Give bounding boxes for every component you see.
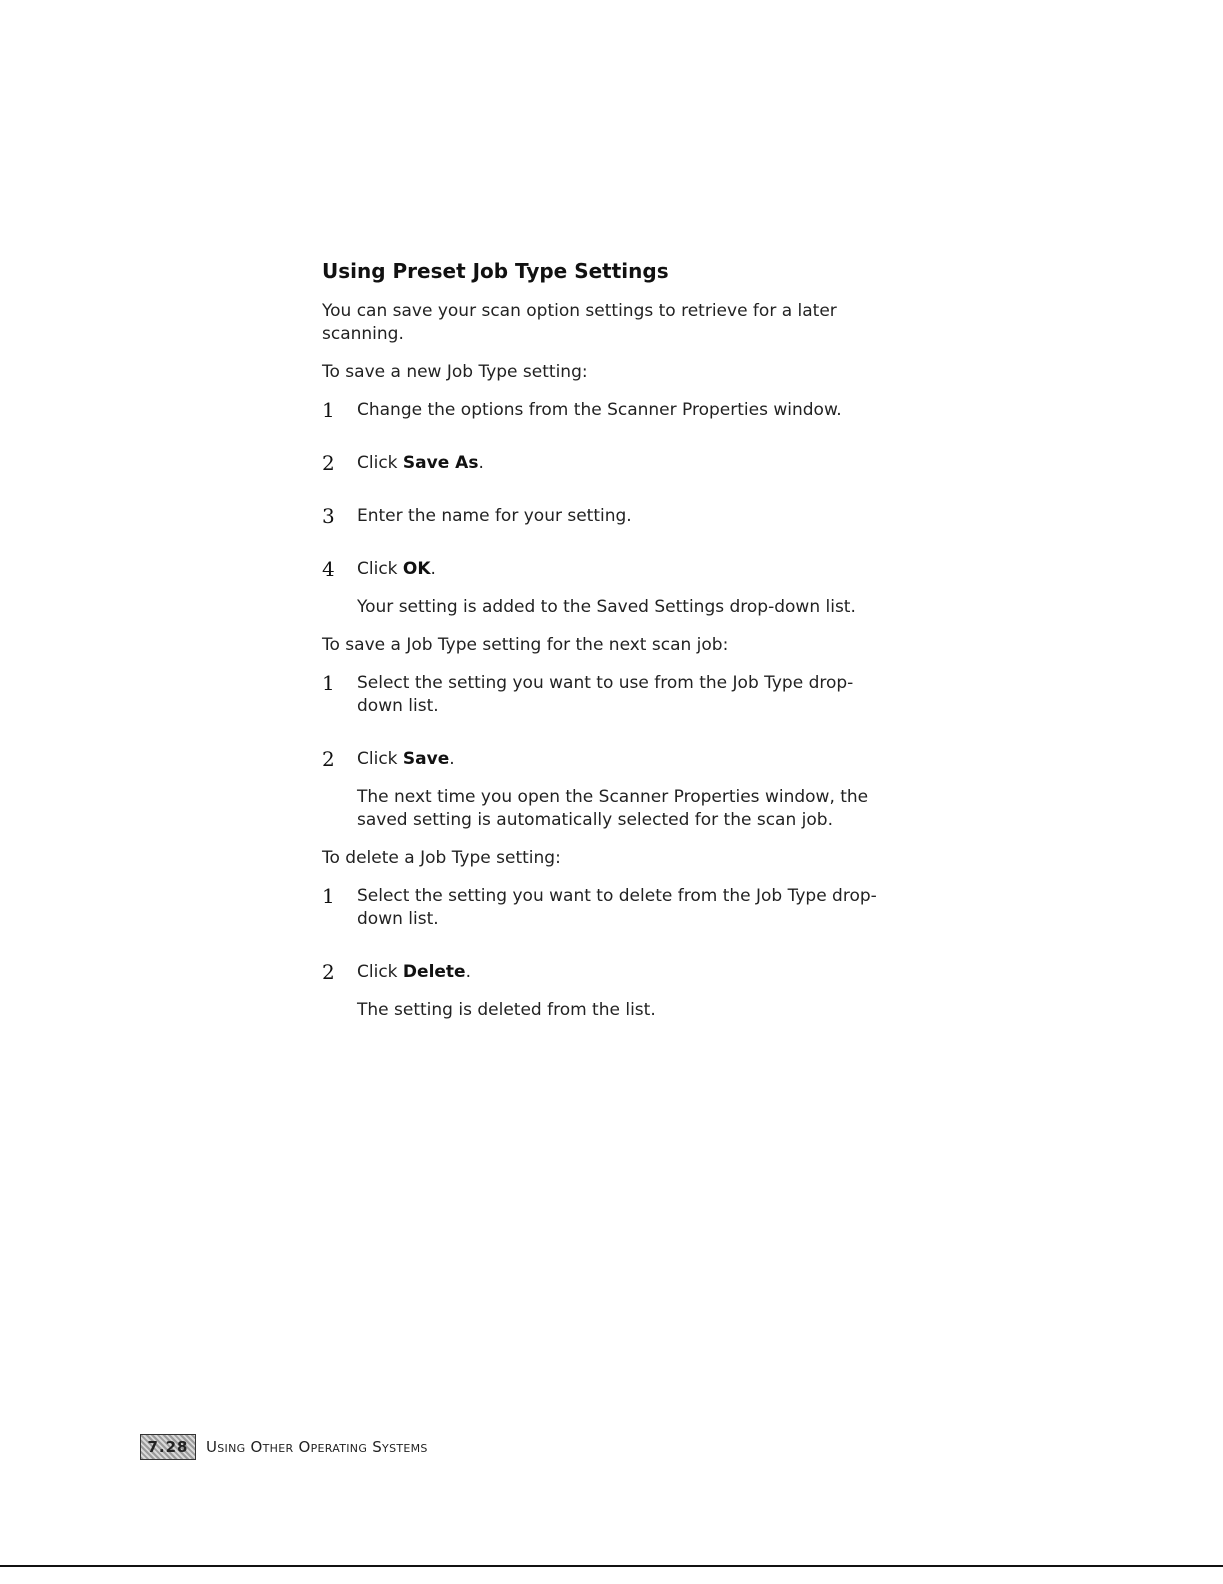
step-bold-text: Delete <box>402 962 466 982</box>
step-text: Change the options from the Scanner Properties window. <box>357 400 842 420</box>
step-text-after: . <box>430 559 436 579</box>
step-text-after: . <box>465 962 471 982</box>
footer-section-title: Using Other Operating Systems <box>206 1438 428 1456</box>
step-text: Enter the name for your setting. <box>357 506 632 526</box>
step-number: 4 <box>322 557 335 581</box>
delete-note: The setting is deleted from the list. <box>357 1000 656 1020</box>
step-bold-text: Save As <box>402 453 479 473</box>
page-footer <box>140 1434 428 1460</box>
step-number: 2 <box>322 747 335 771</box>
page-content <box>322 258 882 1037</box>
save-next-note: The next time you open the Scanner Properties window, the saved setting is automatically selected for the scan job. <box>357 787 869 830</box>
step-text: Select the setting you want to use from the Job Type drop-down list. <box>357 673 854 716</box>
save-new-lead: To save a new Job Type setting: <box>322 362 588 382</box>
bottom-rule <box>0 1565 1223 1567</box>
step-bold-text: OK <box>402 559 431 579</box>
save-next-lead: To save a Job Type setting for the next scan job: <box>322 635 729 655</box>
delete-lead: To delete a Job Type setting: <box>322 848 561 868</box>
step-text: Click <box>357 749 403 769</box>
step-number: 2 <box>322 451 335 475</box>
step-text-after: . <box>478 453 484 473</box>
step-text: Click <box>357 453 403 473</box>
save-next-step-2 <box>322 748 882 771</box>
step-number: 3 <box>322 504 335 528</box>
step-number: 1 <box>322 884 335 908</box>
step-text: Click <box>357 962 403 982</box>
save-next-step-1 <box>322 672 882 718</box>
step-number: 1 <box>322 671 335 695</box>
save-new-step-2 <box>322 452 882 475</box>
delete-step-1 <box>322 885 882 931</box>
save-new-step-3 <box>322 505 882 528</box>
intro-paragraph: You can save your scan option settings to retrieve for a later scanning. <box>322 301 837 344</box>
section-heading: Using Preset Job Type Settings <box>322 259 669 283</box>
save-new-note: Your setting is added to the Saved Settings drop-down list. <box>357 597 856 617</box>
page-number-badge: 7.28 <box>140 1434 196 1460</box>
step-text: Select the setting you want to delete from the Job Type drop-down list. <box>357 886 877 929</box>
step-bold-text: Save <box>402 749 450 769</box>
step-text-after: . <box>449 749 455 769</box>
save-new-step-1 <box>322 399 882 422</box>
save-new-step-4 <box>322 558 882 581</box>
step-number: 2 <box>322 960 335 984</box>
step-number: 1 <box>322 398 335 422</box>
step-text: Click <box>357 559 403 579</box>
delete-step-2 <box>322 961 882 984</box>
